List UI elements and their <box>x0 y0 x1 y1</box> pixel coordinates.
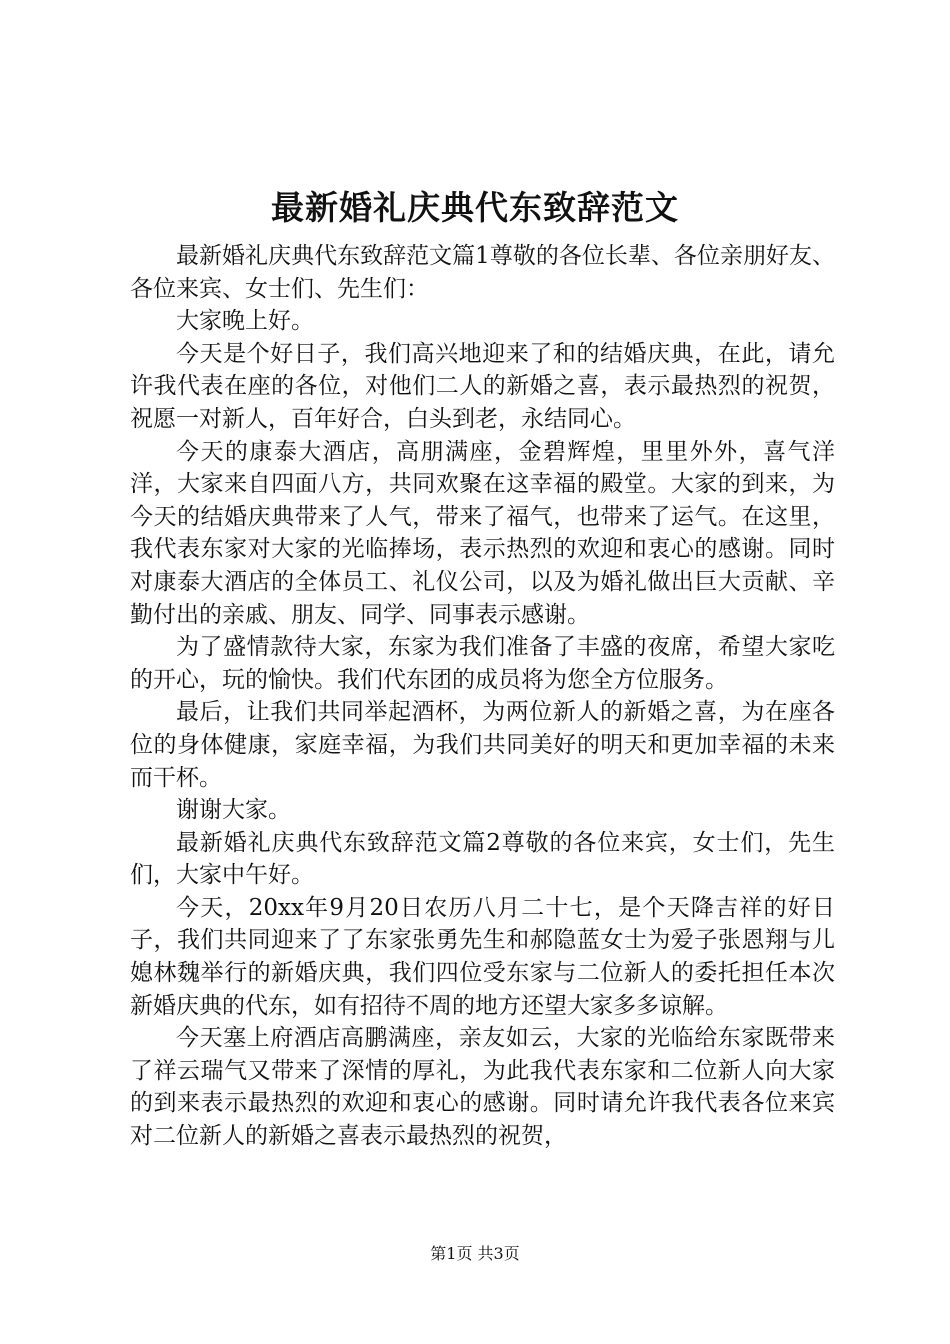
paragraph: 今天塞上府酒店高鹏满座，亲友如云，大家的光临给东家既带来了祥云瑞气又带来了深情的厚礼，为此我代表东家和二位新人向大家的到来表示最热烈的欢迎和衷心的感谢。同时请允许我代表各位来宾对二位新人的新婚之喜表示最热烈的祝贺， <box>130 1025 835 1150</box>
paragraph: 谢谢大家。 <box>176 797 291 824</box>
paragraph: 大家晚上好。 <box>176 308 314 335</box>
paragraph: 最后，让我们共同举起酒杯，为两位新人的新婚之喜，为在座各位的身体健康，家庭幸福，为我们共同美好的明天和更加幸福的未来而干杯。 <box>130 699 835 791</box>
paragraph: 为了盛情款待大家，东家为我们准备了丰盛的夜席，希望大家吃的开心，玩的愉快。我们代东团的成员将为您全方位服务。 <box>130 634 835 693</box>
paragraph: 今天，20xx年9月20日农历八月二十七，是个天降吉祥的好日子，我们共同迎来了了东家张勇先生和郝隐蓝女士为爱子张恩翔与儿媳林魏举行的新婚庆典，我们四位受东家与二位新人的委托担任本次新婚庆典的代东，如有招待不周的地方还望大家多多谅解。 <box>130 894 835 1019</box>
page-footer: 第1页 共3页 <box>430 1244 520 1263</box>
paragraph: 今天的康泰大酒店，高朋满座，金碧辉煌，里里外外，喜气洋洋，大家来自四面八方，共同欢聚在这幸福的殿堂。大家的到来，为今天的结婚庆典带来了人气，带来了福气，也带来了运气。在这里，我代表东家对大家的光临捧场，表示热烈的欢迎和衷心的感谢。同时对康泰大酒店的全体员工、礼仪公司，以及为婚礼做出巨大贡献、辛勤付出的亲戚、朋友、同学、同事表示感谢。 <box>130 438 835 628</box>
document-body <box>130 240 835 1153</box>
paragraph: 最新婚礼庆典代东致辞范文篇2尊敬的各位来宾，女士们，先生们，大家中午好。 <box>130 829 835 889</box>
paragraph: 最新婚礼庆典代东致辞范文篇1尊敬的各位长辈、各位亲朋好友、各位来宾、女士们、先生们： <box>130 243 835 302</box>
page-title: 最新婚礼庆典代东致辞范文 <box>271 188 679 227</box>
paragraph: 今天是个好日子，我们高兴地迎来了和的结婚庆典，在此，请允许我代表在座的各位，对他们二人的新婚之喜，表示最热烈的祝贺，祝愿一对新人，百年好合，白头到老，永结同心。 <box>130 340 835 432</box>
